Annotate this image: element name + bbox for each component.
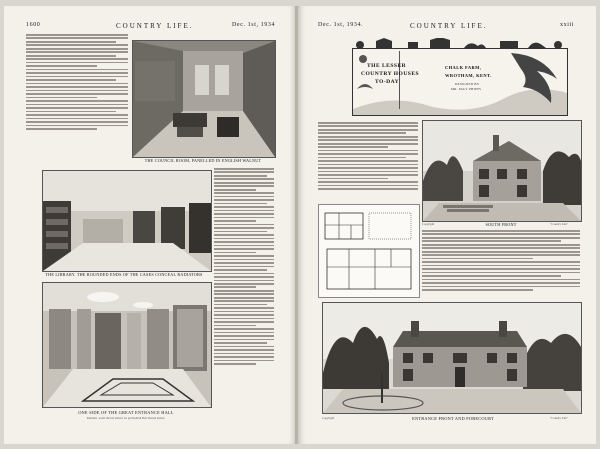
entrance-hall-caption: ONE SIDE OF THE GREAT ENTRANCE HALL	[78, 410, 174, 415]
library-photo	[42, 170, 212, 272]
entrance-front-caption: ENTRANCE FRONT AND FORECOURT	[412, 416, 494, 421]
right-text-column-intro	[318, 122, 418, 192]
south-front-photo	[422, 120, 582, 222]
south-front-caption: SOUTH FRONT	[485, 222, 517, 227]
south-front-credit-right: "Country Life"	[550, 222, 569, 226]
council-room-caption: THE COUNCIL ROOM, PANELLED IN ENGLISH WALNUT	[144, 158, 262, 163]
entrance-front-credit-right: "Country Life"	[550, 416, 569, 420]
banner-house-name: CHALK FARM,	[445, 65, 482, 70]
right-text-column-main	[422, 230, 580, 293]
left-page-number: 1600	[26, 22, 41, 28]
right-date: Dec. 1st, 1934.	[318, 22, 364, 28]
left-page	[4, 6, 296, 444]
entrance-front-credit-left: Copyright	[322, 416, 335, 420]
banner-location: WROTHAM, KENT.	[445, 73, 492, 78]
entrance-hall-subcaption: Italian wall decoration in polished Portland stone	[87, 416, 165, 420]
right-page-number: xxiii	[560, 22, 575, 28]
right-running-title: COUNTRY LIFE.	[410, 22, 488, 30]
article-title-banner	[352, 48, 568, 116]
floor-plans	[318, 204, 420, 298]
banner-title-line1: THE LESSER	[367, 63, 407, 69]
council-room-photo	[132, 40, 276, 158]
banner-architect: MR. PAUL PHIPPS	[451, 87, 482, 91]
magazine-spread	[4, 6, 596, 444]
banner-title-line2: COUNTRY HOUSES	[361, 71, 420, 77]
library-caption: THE LIBRARY. THE ROUNDED ENDS OF THE CASES CONCEAL RADIATORS	[45, 272, 203, 277]
south-front-credit-left: Copyright	[422, 222, 435, 226]
banner-designed-by: DESIGNED BY	[455, 82, 480, 86]
left-running-title: COUNTRY LIFE.	[116, 22, 194, 30]
left-text-column-top	[26, 34, 128, 132]
left-date: Dec. 1st, 1934	[232, 22, 276, 28]
banner-title-line3: TO-DAY	[375, 79, 400, 85]
left-text-column-mid	[214, 168, 274, 367]
entrance-hall-photo	[42, 282, 212, 408]
entrance-front-photo	[322, 302, 582, 414]
right-page	[298, 6, 596, 444]
